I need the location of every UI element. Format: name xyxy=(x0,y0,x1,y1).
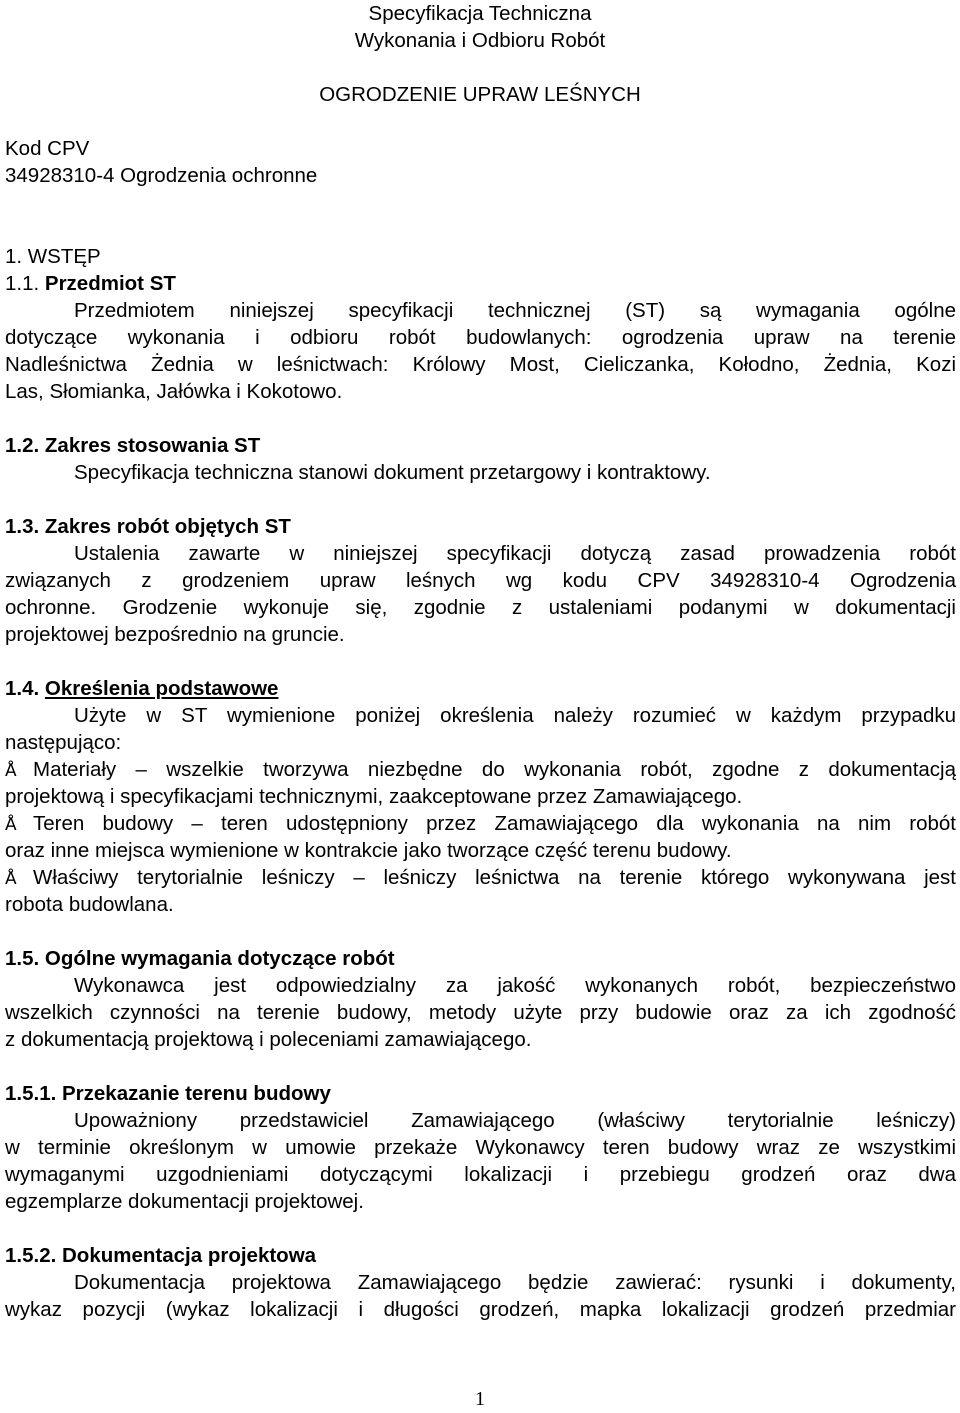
paragraph-line: dotyczące wykonania i odbioru robót budowlanych: ogrodzenia upraw na terenie xyxy=(5,326,956,349)
page-number: 1 xyxy=(475,1388,485,1410)
paragraph-line: egzemplarze dokumentacji projektowej. xyxy=(5,1190,364,1213)
section-number: 1.5. xyxy=(5,947,40,970)
paragraph-line: Upoważniony przedstawiciel Zamawiającego (właściwy terytorialnie leśniczy) xyxy=(74,1109,956,1132)
paragraph-line: projektowej bezpośrednio na gruncie. xyxy=(5,623,345,646)
section-title: Przedmiot ST xyxy=(44,272,176,295)
section-number: 1.5.1. xyxy=(5,1082,57,1105)
bullet-text-line: Właściwy terytorialnie leśniczy – leśniczy leśnictwa na terenie którego wykonywana jest xyxy=(33,866,956,889)
paragraph-line: wszelkich czynności na terenie budowy, metody użyte przy budowie oraz za ich zgodność xyxy=(5,1001,956,1024)
section-heading-1-4 xyxy=(5,675,278,702)
section-title: Przekazanie terenu budowy xyxy=(62,1082,331,1105)
kod-cpv-label: Kod CPV xyxy=(5,137,90,160)
bullet-text-line: robota budowlana. xyxy=(5,893,174,916)
section-number: 1.3. xyxy=(5,515,40,538)
paragraph-line: Las, Słomianka, Jałówka i Kokotowo. xyxy=(5,380,343,403)
paragraph-line: Użyte w ST wymienione poniżej określenia należy rozumieć w każdym przypadku xyxy=(74,704,956,727)
paragraph-line: Wykonawca jest odpowiedzialny za jakość wykonanych robót, bezpieczeństwo xyxy=(74,974,956,997)
paragraph-line: z dokumentacją projektową i poleceniami zamawiającego. xyxy=(5,1028,532,1051)
bullet-icon: Å xyxy=(5,815,17,835)
bullet-item xyxy=(5,864,33,893)
bullet-text-line: Materiały – wszelkie tworzywa niezbędne do wykonania robót, zgodne z dokumentacją xyxy=(33,758,956,781)
paragraph-line: Specyfikacja techniczna stanowi dokument przetargowy i kontraktowy. xyxy=(74,461,711,484)
section-heading-1-5 xyxy=(5,945,395,972)
paragraph-line: Dokumentacja projektowa Zamawiającego będzie zawierać: rysunki i dokumenty, xyxy=(74,1271,956,1294)
bullet-icon: Å xyxy=(5,761,17,781)
doc-title-line2: Wykonania i Odbioru Robót xyxy=(354,29,606,52)
section-title: Ogólne wymagania dotyczące robót xyxy=(44,947,395,970)
bullet-icon: Å xyxy=(5,869,17,889)
paragraph-line: wymaganymi uzgodnieniami dotyczącymi lokalizacji i przebiegu grodzeń oraz dwa xyxy=(5,1163,956,1186)
section-title: Zakres robót objętych ST xyxy=(44,515,291,538)
section-number: 1.5.2. xyxy=(5,1244,57,1267)
section-number: 1.4. xyxy=(5,677,40,700)
paragraph-line: związanych z grodzeniem upraw leśnych wg kodu CPV 34928310-4 Ogrodzenia xyxy=(5,569,956,592)
paragraph-line: w terminie określonym w umowie przekaże Wykonawcy teren budowy wraz ze wszystkimi xyxy=(5,1136,956,1159)
doc-title-line1: Specyfikacja Techniczna xyxy=(368,2,592,25)
doc-subject: OGRODZENIE UPRAW LEŚNYCH xyxy=(319,83,641,106)
section-title: Dokumentacja projektowa xyxy=(62,1244,317,1267)
paragraph-line: wykaz pozycji (wykaz lokalizacji i długości grodzeń, mapka lokalizacji grodzeń przedmiar xyxy=(5,1298,956,1321)
section-number: 1.1. xyxy=(5,272,40,295)
bullet-item xyxy=(5,810,33,839)
bullet-text-line: oraz inne miejsca wymienione w kontrakcie jako tworzące część terenu budowy. xyxy=(5,839,732,862)
paragraph-line: Przedmiotem niniejszej specyfikacji technicznej (ST) są wymagania ogólne xyxy=(74,299,956,322)
bullet-text-line: projektową i specyfikacjami technicznymi, zaakceptowane przez Zamawiającego. xyxy=(5,785,743,808)
section-number: 1.2. xyxy=(5,434,40,457)
kod-cpv-value: 34928310-4 Ogrodzenia ochronne xyxy=(5,164,318,187)
section-heading-1: 1. WSTĘP xyxy=(5,245,101,268)
section-heading-1-3 xyxy=(5,513,291,540)
section-heading-1-1 xyxy=(5,270,176,297)
bullet-item xyxy=(5,756,33,785)
section-heading-1-5-2 xyxy=(5,1242,316,1269)
bullet-text-line: Teren budowy – teren udostępniony przez Zamawiającego dla wykonania na nim robót xyxy=(33,812,956,835)
paragraph-line: ochronne. Grodzenie wykonuje się, zgodnie z ustaleniami podanymi w dokumentacji xyxy=(5,596,956,619)
paragraph-line: następująco: xyxy=(5,731,122,754)
section-heading-1-5-1 xyxy=(5,1080,331,1107)
paragraph-line: Ustalenia zawarte w niniejszej specyfikacji dotyczą zasad prowadzenia robót xyxy=(74,542,956,565)
paragraph-line: Nadleśnictwa Żednia w leśnictwach: Królowy Most, Cieliczanka, Kołodno, Żednia, Kozi xyxy=(5,353,956,376)
section-heading-1-2 xyxy=(5,432,260,459)
section-title: Określenia podstawowe xyxy=(44,677,279,700)
section-title: Zakres stosowania ST xyxy=(44,434,261,457)
